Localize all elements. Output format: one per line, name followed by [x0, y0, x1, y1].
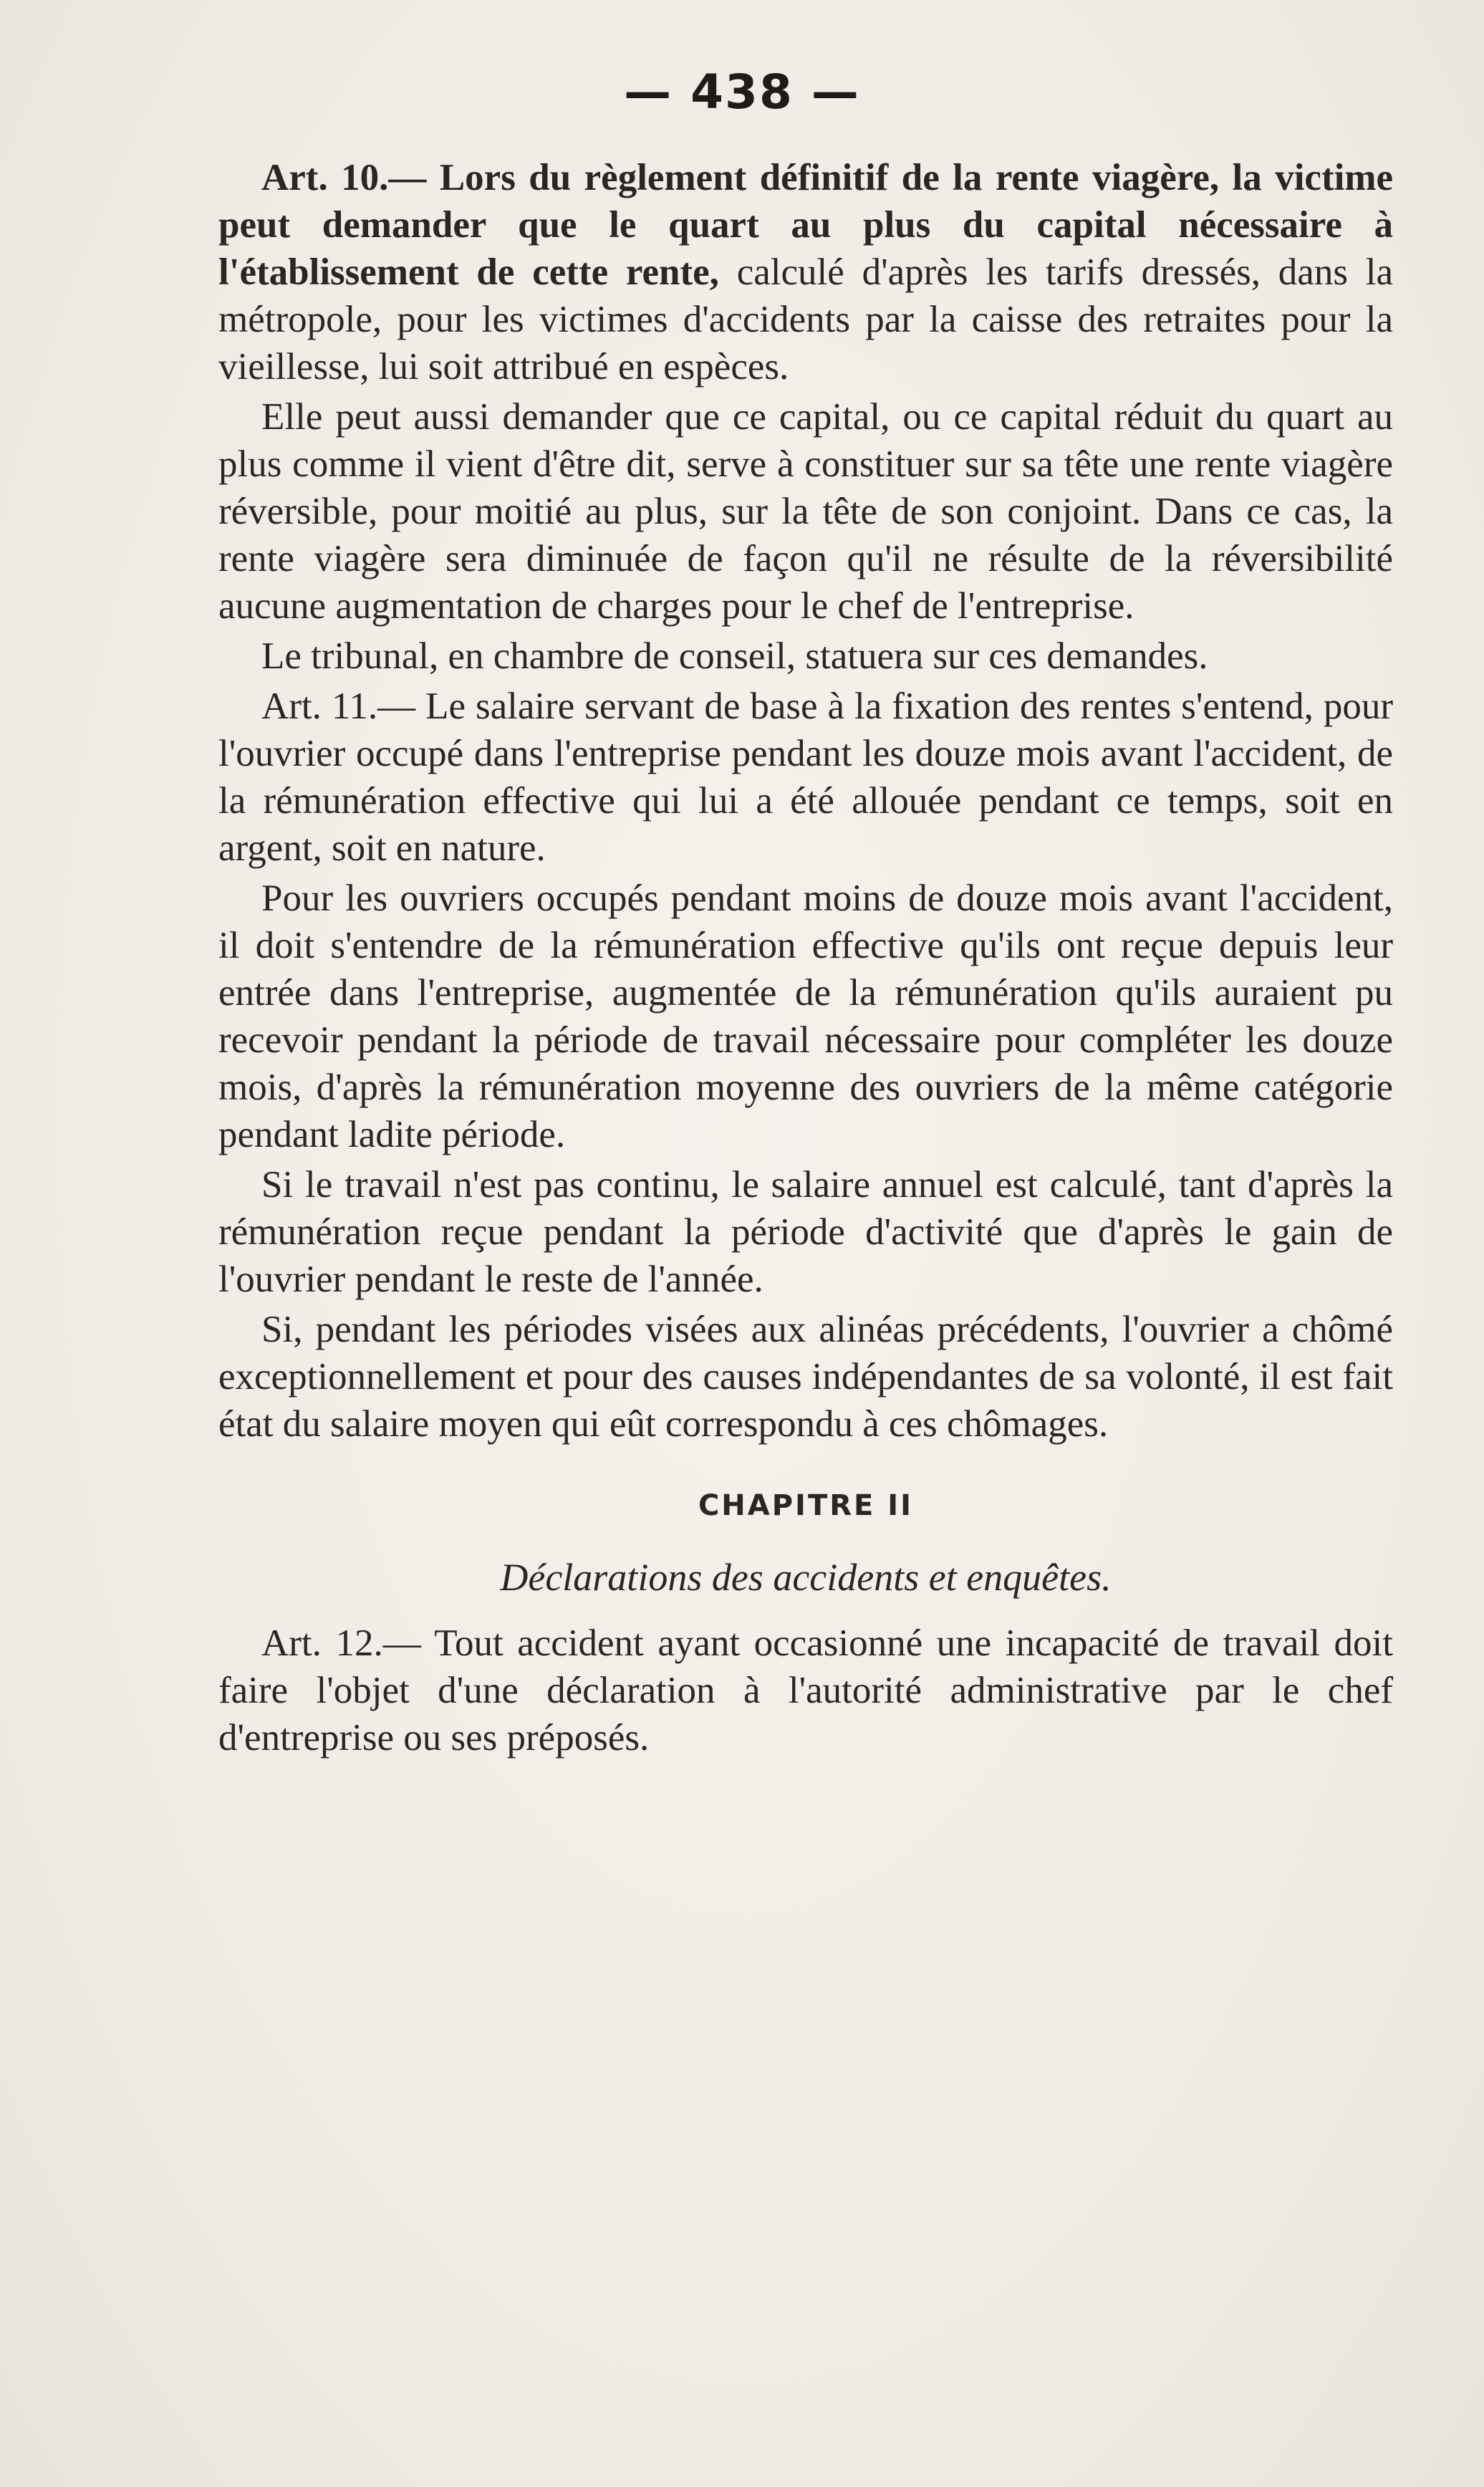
- page-body: [218, 154, 1393, 1764]
- article-text: Le salaire servant de base à la fixation des rentes s'entend, pour l'ouvrier occupé dans l'entreprise pendant les douze mois avant l'accident, de la rémunération effective qui lui a été allouée pendant ce temps, soit en argent, soit en nature.: [218, 686, 1394, 869]
- paragraph-art-12: [218, 1620, 1393, 1761]
- chapter-heading: CHAPITRE II: [698, 1489, 914, 1522]
- article-text: Tout accident ayant occasionné une incapacité de travail doit faire l'objet d'une déclaration à l'autorité administrative par le chef d'entreprise ou ses préposés.: [218, 1622, 1393, 1759]
- paragraph-art-10: [218, 154, 1393, 390]
- paragraph: Elle peut aussi demander que ce capital, ou ce capital réduit du quart au plus comme il vient d'être dit, serve à constituer sur sa tête une rente viagère réversible, pour moitié au plus, sur la tête de son conjoint. Dans ce cas, la rente viagère sera diminuée de façon qu'il ne résulte de la réversibilité aucune augmentation de charges pour le chef de l'entreprise.: [218, 396, 1393, 627]
- page-number: — 438 —: [624, 64, 860, 120]
- paragraph: Si le travail n'est pas continu, le salaire annuel est calculé, tant d'après la rémunération reçue pendant la période d'activité que d'après le gain de l'ouvrier pendant le reste de l'année.: [218, 1164, 1393, 1300]
- paragraph: Le tribunal, en chambre de conseil, statuera sur ces demandes.: [261, 635, 1208, 677]
- paragraph-art-11: [218, 683, 1393, 872]
- paragraph: Si, pendant les périodes visées aux alinéas précédents, l'ouvrier a chômé exceptionnellement et pour des causes indépendantes de sa volonté, il est fait état du salaire moyen qui eût correspondu à ces chômages.: [218, 1309, 1393, 1445]
- article-label: Art. 12.—: [261, 1622, 421, 1664]
- chapter-title: Déclarations des accidents et enquêtes.: [500, 1556, 1112, 1599]
- article-text: calculé d'après les tarifs dressés, dans la métropole, pour les victimes d'accidents par la caisse des retraites pour la vieillesse, lui soit attribué en espèces.: [218, 251, 1394, 388]
- article-label: Art. 11.—: [261, 686, 416, 727]
- article-text-bold: Lors du règlement définitif de la rente viagère, la victime peut demander que le quart au plus du capital nécessaire à l'établissement de cette rente,: [218, 157, 1393, 293]
- paragraph: Pour les ouvriers occupés pendant moins de douze mois avant l'accident, il doit s'entendre de la rémunération effective qu'ils ont reçue depuis leur entrée dans l'entreprise, augmentée de la rémunération qu'ils auraient pu recevoir pendant la période de travail nécessaire pour compléter les douze mois, d'après la rémunération moyenne des ouvriers de la même catégorie pendant ladite période.: [218, 877, 1393, 1155]
- article-label: Art. 10.—: [261, 157, 427, 198]
